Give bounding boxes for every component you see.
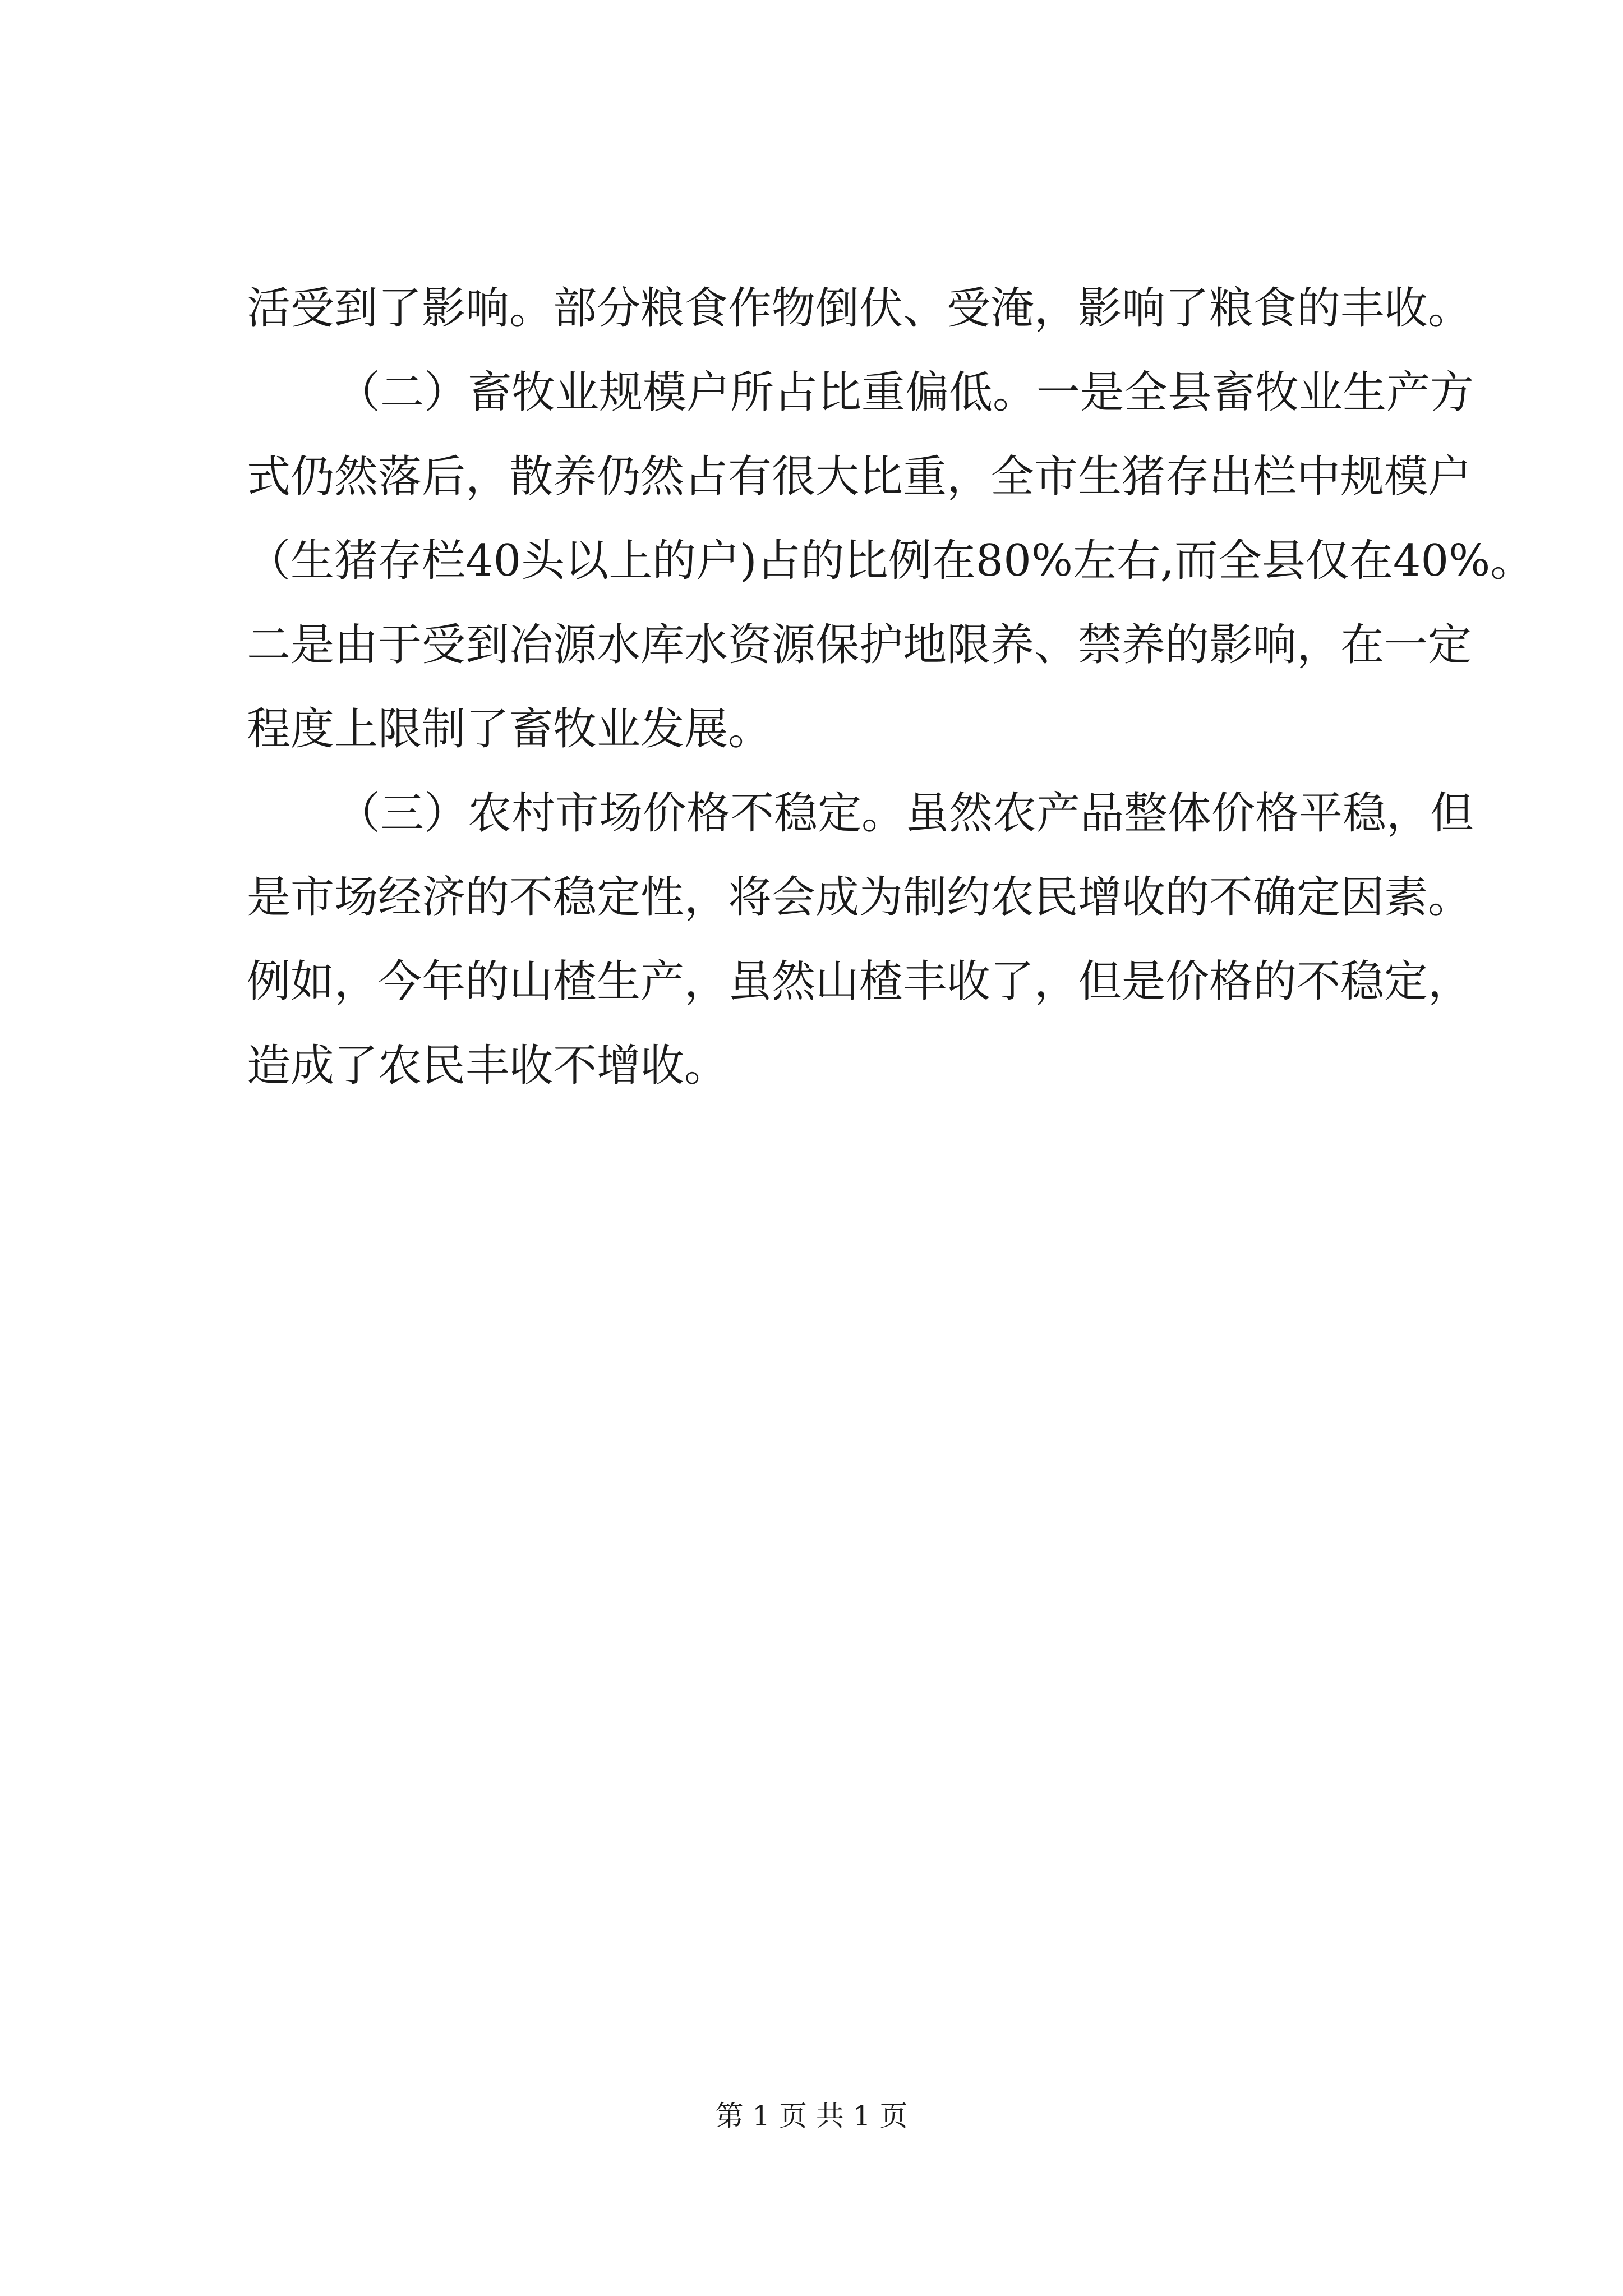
text-line: 程度上限制了畜牧业发展。	[247, 704, 772, 754]
text-line: 是市场经济的不稳定性，将会成为制约农民增收的不确定因素。	[247, 872, 1472, 923]
document-body	[247, 266, 1534, 1108]
paragraph-1	[247, 266, 1472, 351]
text-line: （三）农村市场价格不稳定。虽然农产品整体价格平稳，但	[336, 788, 1474, 839]
page-number-footer: 第 1 页 共 1 页	[715, 2100, 908, 2132]
text-line: 例如，今年的山楂生产，虽然山楂丰收了，但是价格的不稳定，	[247, 956, 1472, 1007]
paragraph-3	[247, 771, 1474, 1108]
text-line: 式仍然落后，散养仍然占有很大比重，全市生猪存出栏中规模户	[247, 452, 1472, 502]
text-line: （生猪存栏40头以上的户)占的比例在80%左右,而全县仅在40%。	[247, 536, 1534, 586]
paragraph-2	[247, 351, 1534, 771]
text-line: 造成了农民丰收不增收。	[247, 1041, 728, 1091]
text-line: （二）畜牧业规模户所占比重偏低。一是全县畜牧业生产方	[336, 367, 1474, 418]
text-line: 二是由于受到冶源水库水资源保护地限养、禁养的影响，在一定	[247, 620, 1472, 670]
text-line: 活受到了影响。部分粮食作物倒伏、受淹，影响了粮食的丰收。	[247, 283, 1472, 334]
